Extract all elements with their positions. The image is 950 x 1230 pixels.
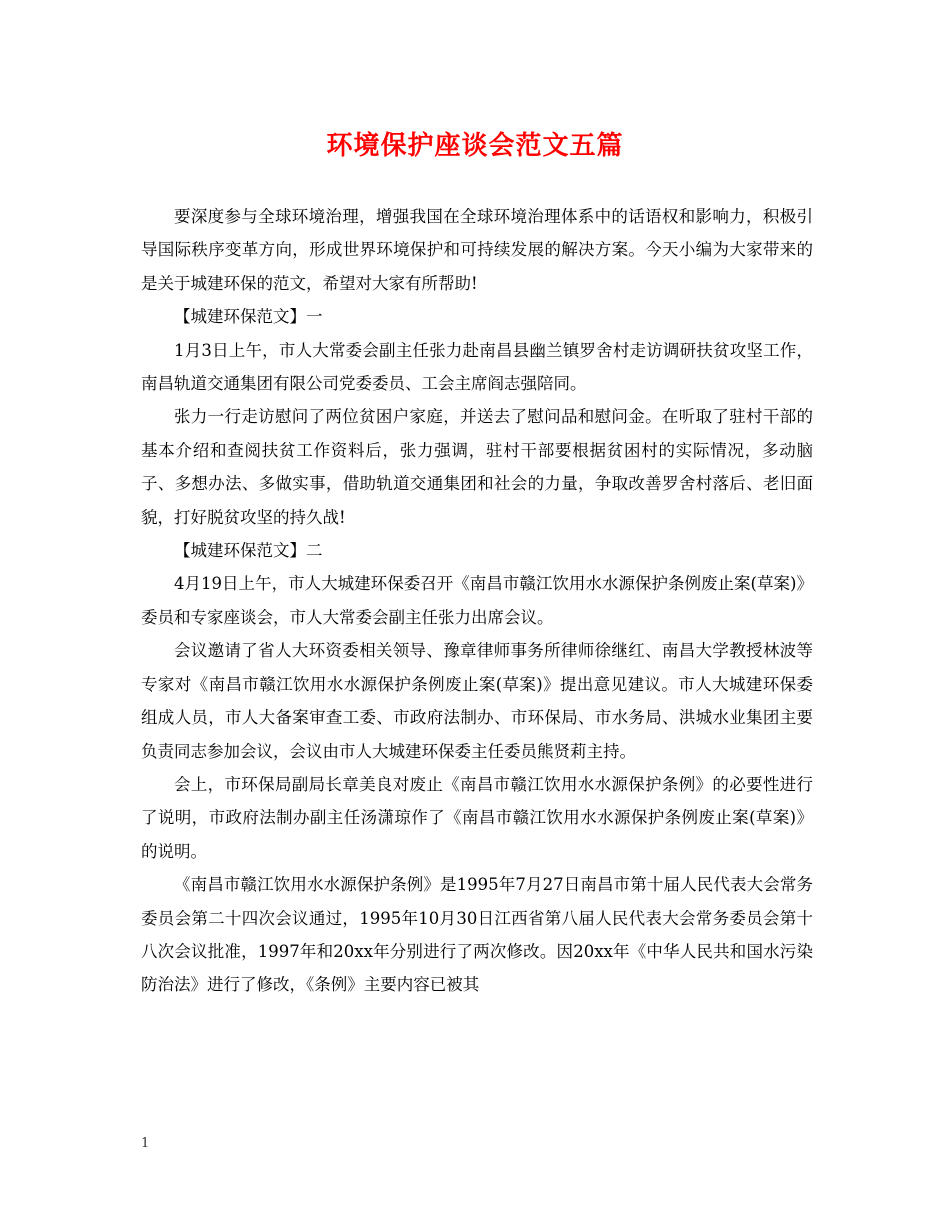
paragraph: 1月3日上午，市人大常委会副主任张力赴南昌县幽兰镇罗舍村走访调研扶贫攻坚工作，南昌轨道交通集团有限公司党委委员、工会主席阎志强陪同。 [141,340,813,394]
paragraph: 会议邀请了省人大环资委相关领导、豫章律师事务所律师徐继红、南昌大学教授林波等专家对《南昌市赣江饮用水水源保护条例废止案(草案)》提出意见建议。市人大城建环保委组成人员，市人大备案审查工委、市政府法制办、市环保局、市水务局、洪城水业集团主要负责同志参加会议，会议由市人大城建环保委主任委员熊贤莉主持。 [141,641,813,761]
paragraph: 《南昌市赣江饮用水水源保护条例》是1995年7月27日南昌市第十届人民代表大会常务委员会第二十四次会议通过，1995年10月30日江西省第八届人民代表大会常务委员会第十八次会议批准，1997年和20xx年分别进行了两次修改。因20xx年《中华人民共和国水污染防治法》进行了修改，《条例》主要内容已被其 [141,875,813,995]
section-heading-two: 【城建环保范文】二 [174,541,323,561]
page-number: 1 [141,1136,150,1151]
document-title: 环境保护座谈会范文五篇 [326,131,624,161]
paragraph-intro: 要深度参与全球环境治理，增强我国在全球环境治理体系中的话语权和影响力，积极引导国际秩序变革方向，形成世界环境保护和可持续发展的解决方案。今天小编为大家带来的是关于城建环保的范文，希望对大家有所帮助! [141,207,813,293]
section-heading-one: 【城建环保范文】一 [174,307,323,327]
paragraph: 4月19日上午，市人大城建环保委召开《南昌市赣江饮用水水源保护条例废止案(草案)》委员和专家座谈会，市人大常委会副主任张力出席会议。 [141,574,813,627]
paragraph: 张力一行走访慰问了两位贫困户家庭，并送去了慰问品和慰问金。在听取了驻村干部的基本介绍和查阅扶贫工作资料后，张力强调，驻村干部要根据贫困村的实际情况，多动脑子、多想办法、多做实事，借助轨道交通集团和社会的力量，争取改善罗舍村落后、老旧面貌，打好脱贫攻坚的持久战! [141,407,813,527]
paragraph: 会上，市环保局副局长章美良对废止《南昌市赣江饮用水水源保护条例》的必要性进行了说明，市政府法制办副主任汤潇琼作了《南昌市赣江饮用水水源保护条例废止案(草案)》的说明。 [141,774,813,861]
document-body [141,200,813,1002]
